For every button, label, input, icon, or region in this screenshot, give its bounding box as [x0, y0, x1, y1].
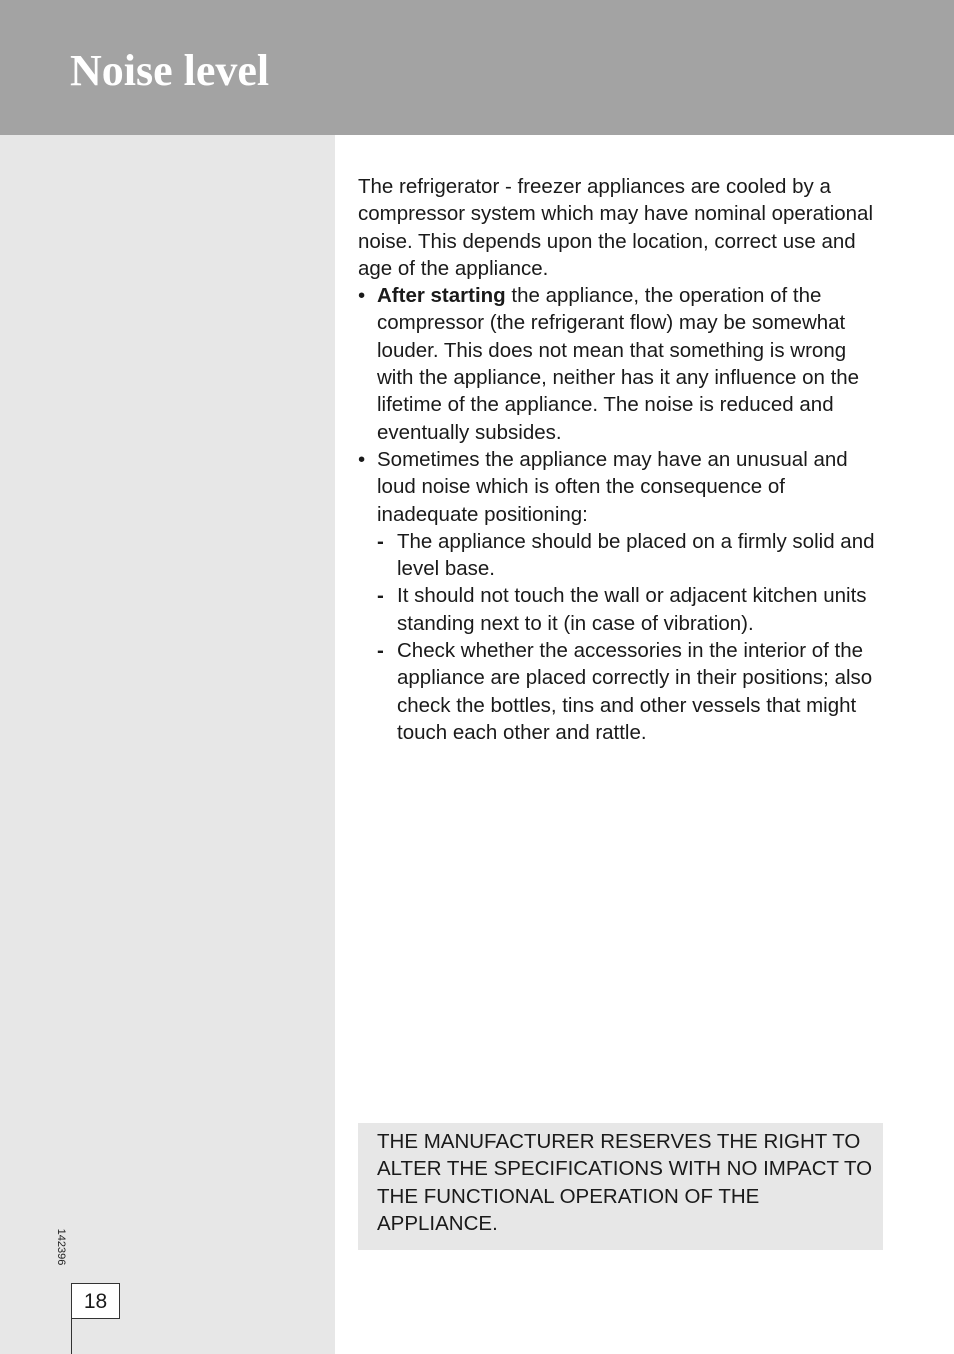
notice-text: THE MANUFACTURER RESERVES THE RIGHT TO ALTER THE SPECIFICATIONS WITH NO IMPACT TO THE FUNCTIONAL OPERATION OF THE APPLIANCE.	[377, 1130, 873, 1235]
bullet-lead-text: After starting	[377, 284, 506, 308]
dash-icon: -	[377, 584, 384, 608]
header-banner	[0, 0, 954, 135]
main-content	[358, 173, 888, 746]
page-number-rule	[71, 1319, 72, 1354]
sub-list-item	[358, 637, 888, 746]
dash-icon: -	[377, 529, 384, 553]
sub-item-text: It should not touch the wall or adjacent kitchen units standing next to it (in case of vibration).	[397, 584, 867, 635]
sub-item-text: Check whether the accessories in the interior of the appliance are placed correctly in their positions; also check the bottles, tins and other vessels that might touch each other and rattle.	[397, 639, 873, 744]
dash-icon: -	[377, 639, 384, 663]
intro-paragraph: The refrigerator - freezer appliances are cooled by a compressor system which may have nominal operational noise. This depends upon the location, correct use and age of the appliance.	[358, 175, 874, 280]
list-item	[358, 282, 888, 446]
bullet-text: the appliance, the operation of the compressor (the refrigerant flow) may be somewhat louder. This does not mean that something is wrong with the appliance, neither has it any influence on the lifetime of the appliance. The noise is reduced and eventually subsides.	[377, 284, 860, 444]
manufacturer-notice	[358, 1123, 883, 1250]
sub-list	[358, 528, 888, 746]
bullet-icon: •	[358, 447, 366, 471]
sub-list-item	[358, 582, 888, 637]
document-code: 142396	[55, 1228, 67, 1266]
page-title: Noise level	[70, 46, 270, 95]
sub-list-item	[358, 528, 888, 583]
sub-item-text: The appliance should be placed on a firmly solid and level base.	[397, 529, 875, 581]
page-number: 18	[71, 1283, 120, 1319]
bullet-icon: •	[358, 284, 366, 308]
sidebar-panel	[0, 135, 335, 1354]
bullet-text: Sometimes the appliance may have an unusual and loud noise which is often the consequence of inadequate positioning:	[377, 447, 848, 526]
list-item	[358, 446, 888, 528]
